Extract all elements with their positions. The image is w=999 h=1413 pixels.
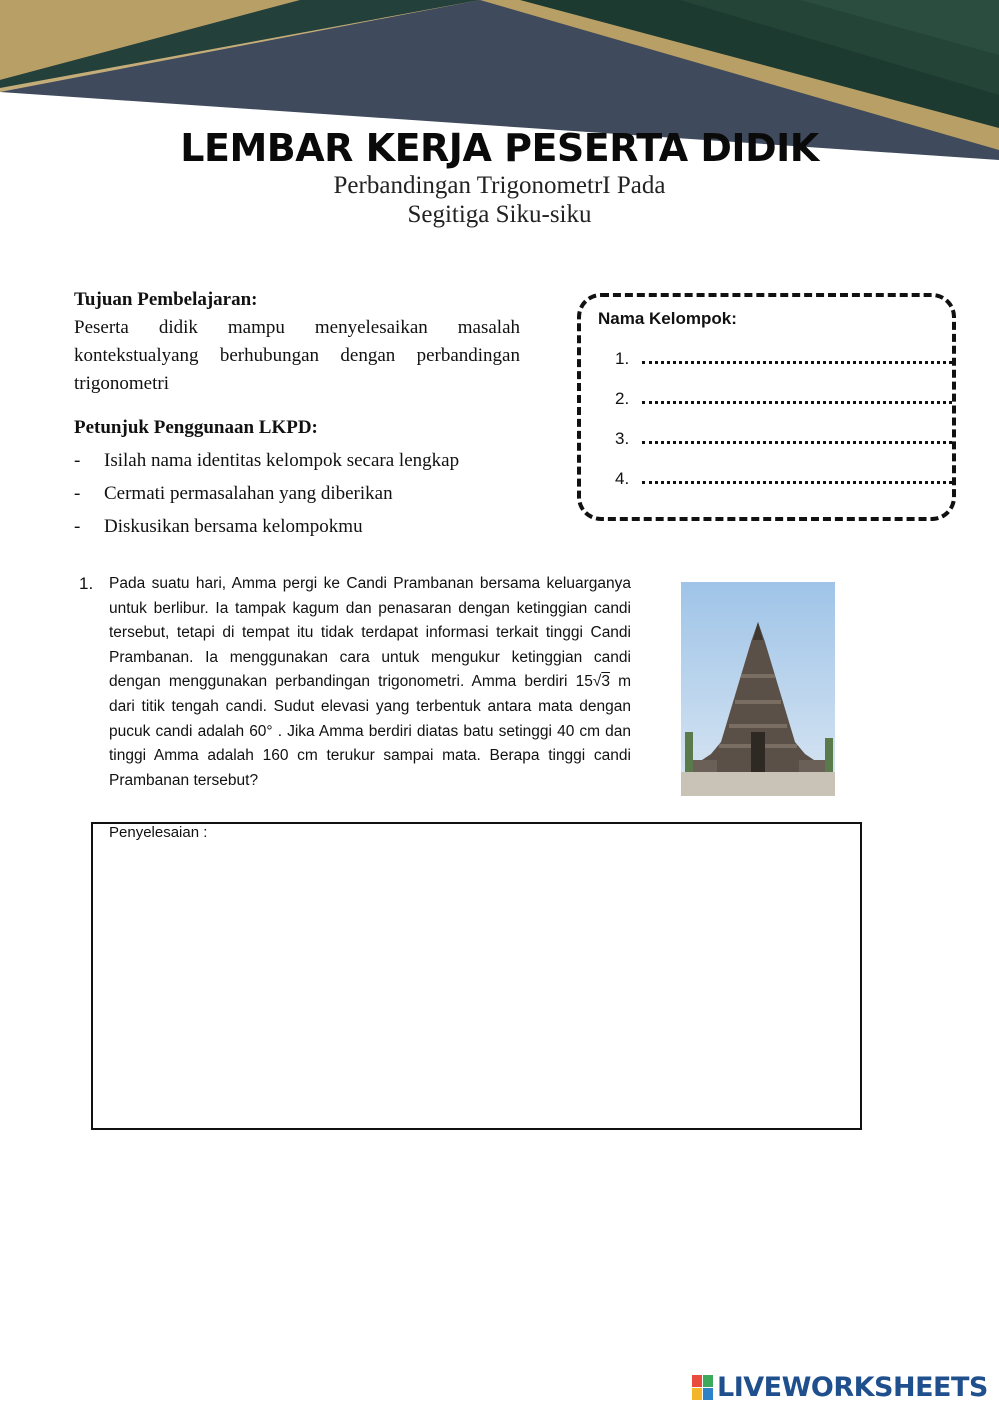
group-members-box (577, 293, 956, 521)
instruction-text: Cermati permasalahan yang diberikan (104, 483, 393, 504)
instructions-list (74, 444, 520, 543)
instructions-heading: Petunjuk Penggunaan LKPD: (74, 417, 318, 438)
member-name-field[interactable] (642, 391, 952, 404)
question-text (109, 572, 631, 793)
instruction-text: Isilah nama identitas kelompok secara lengkap (104, 450, 460, 471)
question-text-part2: m dari titik tengah candi. Sudut elevasi yang terbentuk antara mata dengan pucuk candi adalah 60° . Jika Amma berdiri diatas batu setinggi 40 cm dan tinggi Amma adalah 160 cm terukur sampai mata. Berapa tinggi candi Prambanan tersebut? (109, 673, 632, 789)
sqrt-symbol: √ (592, 673, 602, 691)
group-member-row (615, 429, 952, 449)
list-item (74, 510, 520, 543)
page-subtitle-line2: Segitiga Siku-siku (407, 201, 592, 228)
objectives-heading: Tujuan Pembelajaran: (74, 289, 258, 310)
member-number: 1. (615, 349, 630, 368)
member-number: 4. (615, 469, 630, 488)
objectives-text: Peserta didik mampu menyelesaikan masalah kontekstualyang berhubungan dengan perbandingan trigonometri (74, 317, 520, 394)
list-item (74, 444, 520, 477)
member-number: 2. (615, 389, 630, 408)
intro-section (74, 288, 520, 543)
brand-text[interactable]: LIVEWORKSHEETS (717, 1372, 988, 1403)
prambanan-temple-photo (681, 582, 835, 796)
member-name-field[interactable] (642, 471, 952, 484)
group-member-row (615, 469, 952, 489)
bullet-dash: - (74, 516, 81, 537)
page-title: LEMBAR KERJA PESERTA DIDIK (180, 126, 819, 170)
answer-box[interactable] (91, 822, 862, 1130)
list-item (74, 477, 520, 510)
bullet-dash: - (74, 450, 81, 471)
question-text-part1: Pada suatu hari, Amma pergi ke Candi Prambanan bersama keluarganya untuk berlibur. Ia tampak kagum dan penasaran dengan ketinggian candi tersebut, tetapi di tempat itu tidak terdapat informasi terkait tinggi Candi Prambanan. Ia menggunakan cara untuk mengukur ketinggian candi dengan menggunakan perbandingan trigonometri. Amma berdiri 15 (109, 575, 631, 691)
member-name-field[interactable] (642, 431, 952, 444)
member-name-field[interactable] (642, 351, 952, 364)
group-member-row (615, 389, 952, 409)
sqrt-value: 3 (601, 673, 610, 691)
group-member-row (615, 349, 952, 369)
answer-label: Penyelesaian : (109, 824, 208, 841)
member-number: 3. (615, 429, 630, 448)
liveworksheets-logo-icon (692, 1375, 714, 1401)
question-number: 1. (79, 574, 94, 593)
brand-footer (692, 1372, 988, 1403)
group-title: Nama Kelompok: (598, 309, 737, 328)
instruction-text: Diskusikan bersama kelompokmu (104, 516, 363, 537)
bullet-dash: - (74, 483, 81, 504)
page-subtitle-line1: Perbandingan TrigonometrI Pada (333, 172, 666, 199)
